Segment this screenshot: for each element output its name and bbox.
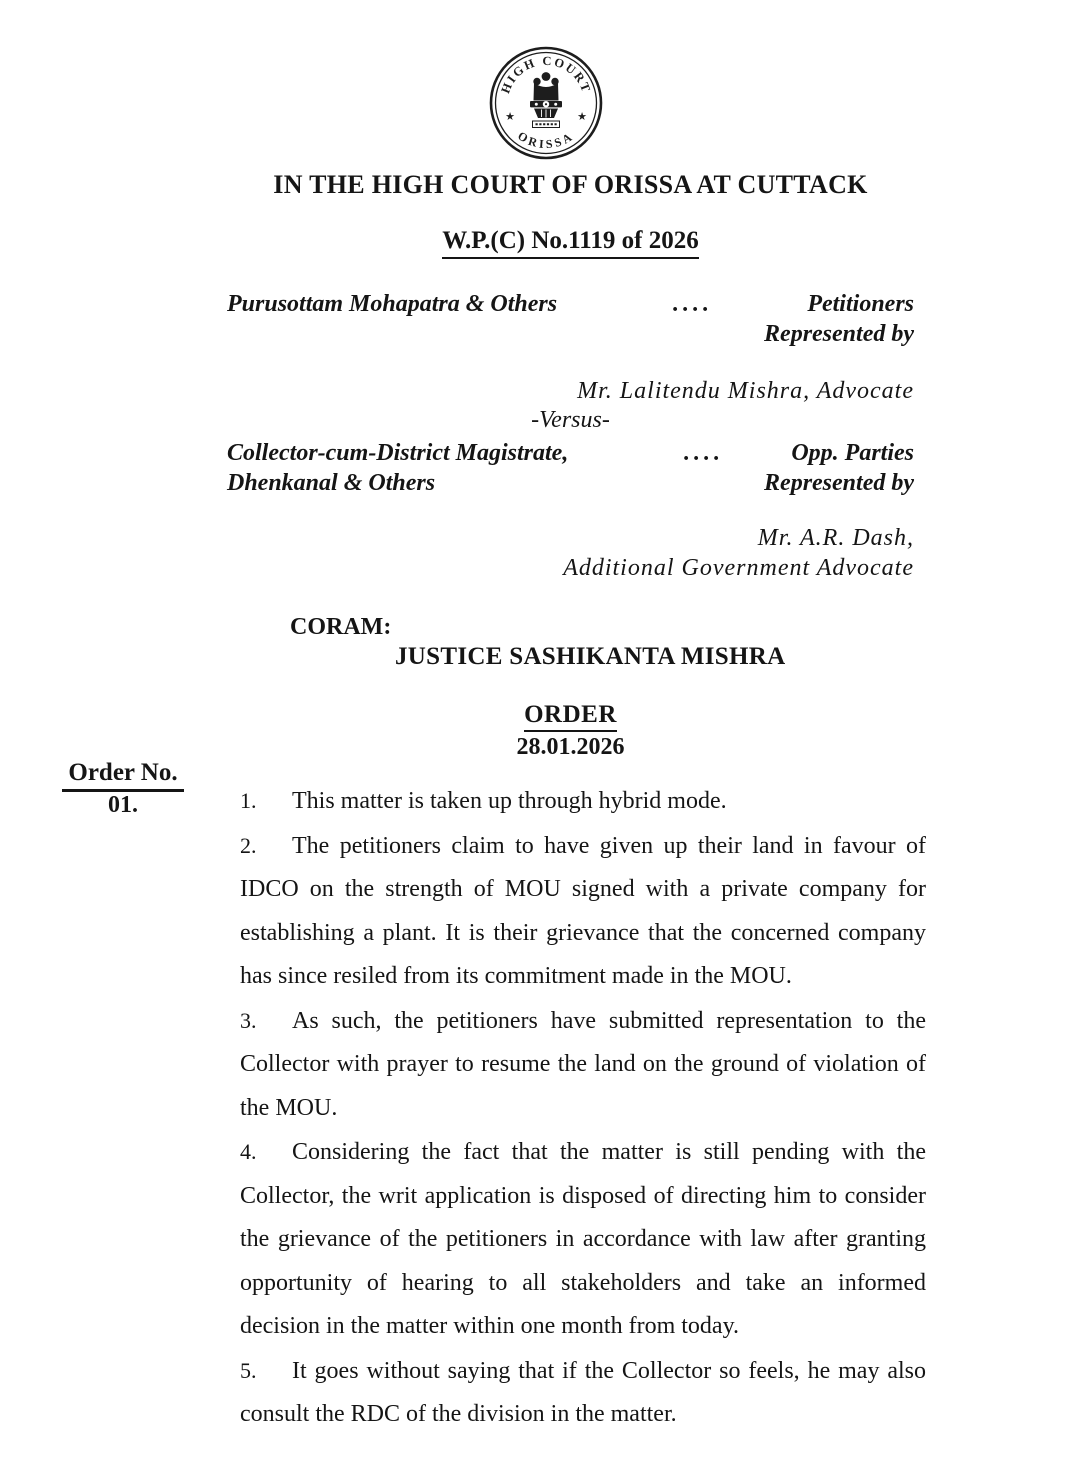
coram-label: CORAM:: [290, 614, 392, 640]
paragraph-number: 1.: [240, 788, 257, 813]
order-date: 28.01.2026: [516, 734, 625, 760]
seal-row: [202, 46, 889, 152]
seal-top-text: HIGH COURT: [497, 53, 594, 96]
paragraph-text: It goes without saying that if the Collector so feels, he may also consult the RDC of the division in the matter.: [240, 1357, 926, 1427]
court-title: IN THE HIGH COURT OF ORISSA AT CUTTACK: [273, 170, 868, 199]
order-paragraph-5: [240, 1349, 926, 1437]
petitioner-represented-by: Represented by: [764, 321, 914, 347]
paragraph-text: Considering the fact that the matter is still pending with the Collector, the writ application is disposed of directing him to consider the grievance of the petitioners in accordance with law after granting opportunity of hearing to all stakeholders and take an informed decision in the matter within one month from today.: [240, 1139, 926, 1339]
ashoka-lion-capital-icon: [530, 72, 562, 127]
case-number-line: [227, 226, 914, 259]
high-court-orissa-seal-icon: [489, 46, 603, 160]
paragraph-number: 3.: [240, 1007, 257, 1033]
paragraph-number: 5.: [240, 1357, 257, 1383]
petitioner-name: Purusottam Mohapatra & Others: [227, 291, 558, 317]
paragraph-number: 2.: [240, 832, 257, 858]
petitioner-row: [227, 289, 914, 319]
versus-label: -Versus-: [531, 407, 610, 433]
respondent-separator-dots: ....: [684, 440, 724, 466]
paragraph-text: This matter is taken up through hybrid mode.: [292, 788, 727, 814]
order-body: [240, 779, 926, 1437]
svg-text:ORISSA: [515, 129, 576, 152]
order-no-label: Order No.: [62, 760, 183, 792]
order-heading-line: [227, 700, 914, 732]
parties-section: [227, 289, 914, 583]
order-number-column: [38, 760, 208, 819]
petitioner-counsel: Mr. Lalitendu Mishra, Advocate: [577, 378, 914, 404]
case-number: W.P.(C) No.1119 of 2026: [442, 226, 699, 259]
respondent-name-line2: Dhenkanal & Others: [227, 470, 436, 496]
seal-right-star-icon: ★: [576, 110, 587, 123]
respondent-represented-by: Represented by: [764, 470, 914, 496]
order-no-value: 01.: [108, 792, 138, 818]
respondent-name-line1: Collector-cum-District Magistrate,: [227, 440, 569, 466]
paragraph-number: 4.: [240, 1139, 257, 1164]
respondent-counsel-line1: Mr. A.R. Dash,: [757, 525, 914, 551]
paragraph-text: The petitioners claim to have given up their land in favour of IDCO on the strength of MOU signed with a private company for establishing a plant. It is their grievance that the concerned company has since resiled from its commitment made in the MOU.: [240, 832, 926, 989]
order-paragraph-4: [240, 1130, 926, 1349]
respondent-counsel-line2: Additional Government Advocate: [563, 555, 914, 581]
respondent-row: [227, 438, 914, 468]
petitioner-role: Petitioners: [807, 291, 914, 317]
seal-left-star-icon: ★: [504, 110, 515, 123]
seal-bottom-text: ORISSA: [514, 128, 577, 152]
respondent-row-2: [227, 468, 914, 498]
respondent-role: Opp. Parties: [791, 440, 914, 466]
petitioner-separator-dots: ....: [673, 291, 713, 317]
judge-name: JUSTICE SASHIKANTA MISHRA: [395, 643, 786, 670]
order-paragraph-3: [240, 999, 926, 1131]
order-paragraph-2: [240, 824, 926, 999]
paragraph-text: As such, the petitioners have submitted representation to the Collector with prayer to resume the land on the ground of violation of the MOU.: [240, 1007, 926, 1121]
order-paragraph-1: [240, 779, 926, 824]
order-heading: ORDER: [524, 700, 617, 732]
